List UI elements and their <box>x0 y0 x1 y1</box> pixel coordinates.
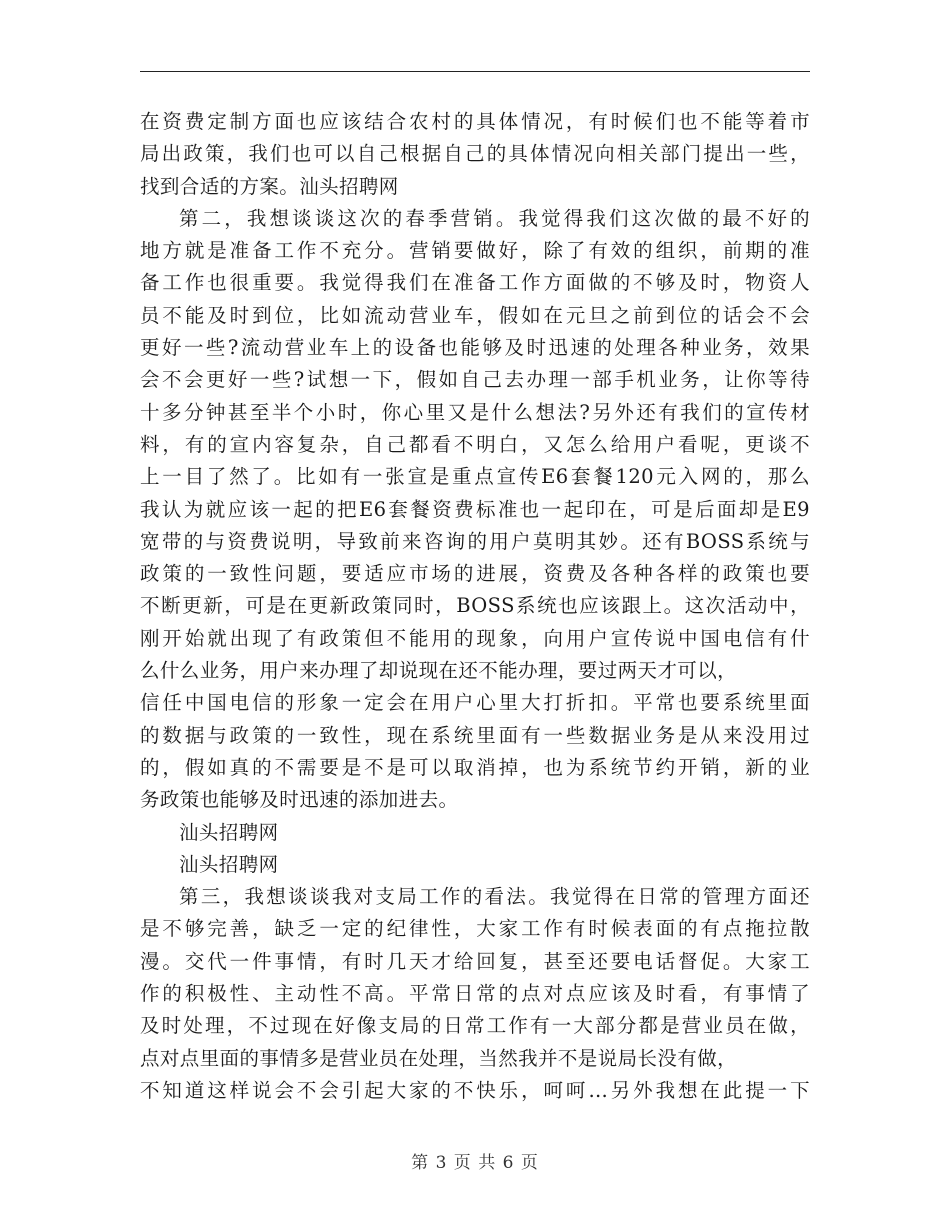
text-line: 漫。交代一件事情，有时几天才给回复，甚至还要电话督促。大家工 <box>140 949 810 973</box>
text-line: 作的积极性、主动性不高。平常日常的点对点应该及时看，有事情了 <box>140 982 810 1006</box>
text-line: 是不够完善，缺乏一定的纪律性，大家工作有时候表面的有点拖拉散 <box>140 917 810 941</box>
text-line: 汕头招聘网 <box>179 820 279 844</box>
text-line: 更好一些?流动营业车上的设备也能够及时迅速的处理各种业务，效果 <box>140 336 810 360</box>
header-rule <box>140 71 810 72</box>
page-number: 第 3 页 共 6 页 <box>411 1153 539 1173</box>
text-line: 上一目了然了。比如有一张宣是重点宣传E6套餐120元入网的，那么 <box>140 465 810 489</box>
text-line: 局出政策，我们也可以自己根据自己的具体情况向相关部门提出一些， <box>140 142 810 166</box>
paragraph-start-line: 第二，我想谈谈这次的春季营销。我觉得我们这次做的最不好的 <box>179 206 810 230</box>
text-line: 地方就是准备工作不充分。营销要做好，除了有效的组织，前期的准 <box>140 239 810 263</box>
text-line: 我认为就应该一起的把E6套餐资费标准也一起印在，可是后面却是E9 <box>140 497 810 521</box>
text-line: 不知道这样说会不会引起大家的不快乐，呵呵…另外我想在此提一下 <box>140 1078 810 1102</box>
text-line: 么什么业务，用户来办理了却说现在还不能办理，要过两天才可以， <box>140 659 738 683</box>
text-line: 料，有的宣内容复杂，自己都看不明白，又怎么给用户看呢，更谈不 <box>140 432 810 456</box>
paragraph-start-line: 第三，我想谈谈我对支局工作的看法。我觉得在日常的管理方面还 <box>179 885 810 909</box>
text-line: 在资费定制方面也应该结合农村的具体情况，有时候们也不能等着市 <box>140 110 810 133</box>
text-line: 找到合适的方案。汕头招聘网 <box>140 174 399 198</box>
text-line: 刚开始就出现了有政策但不能用的现象，向用户宣传说中国电信有什 <box>140 626 810 650</box>
text-line: 不断更新，可是在更新政策同时，BOSS系统也应该跟上。这次活动中， <box>140 594 810 618</box>
text-line: 十多分钟甚至半个小时，你心里又是什么想法?另外还有我们的宣传材 <box>140 400 810 424</box>
text-line: 的，假如真的不需要是不是可以取消掉，也为系统节约开销，新的业 <box>140 755 810 779</box>
text-line: 的数据与政策的一致性，现在系统里面有一些数据业务是从来没用过 <box>140 723 810 747</box>
text-line: 政策的一致性问题，要适应市场的进展，资费及各种各样的政策也要 <box>140 562 810 586</box>
text-line: 及时处理，不过现在好像支局的日常工作有一大部分都是营业员在做， <box>140 1014 810 1038</box>
text-line: 备工作也很重要。我觉得我们在准备工作方面做的不够及时，物资人 <box>140 271 810 295</box>
text-line: 员不能及时到位，比如流动营业车，假如在元旦之前到位的话会不会 <box>140 303 810 327</box>
text-line: 汕头招聘网 <box>179 852 279 876</box>
text-line: 会不会更好一些?试想一下，假如自己去办理一部手机业务，让你等待 <box>140 368 810 392</box>
text-line: 务政策也能够及时迅速的添加进去。 <box>140 788 459 812</box>
text-line: 信任中国电信的形象一定会在用户心里大打折扣。平常也要系统里面 <box>140 691 810 715</box>
text-line: 宽带的与资费说明，导致前来咨询的用户莫明其妙。还有BOSS系统与 <box>140 529 810 553</box>
text-line: 点对点里面的事情多是营业员在处理，当然我并不是说局长没有做， <box>140 1046 738 1070</box>
document-body <box>140 106 810 1107</box>
